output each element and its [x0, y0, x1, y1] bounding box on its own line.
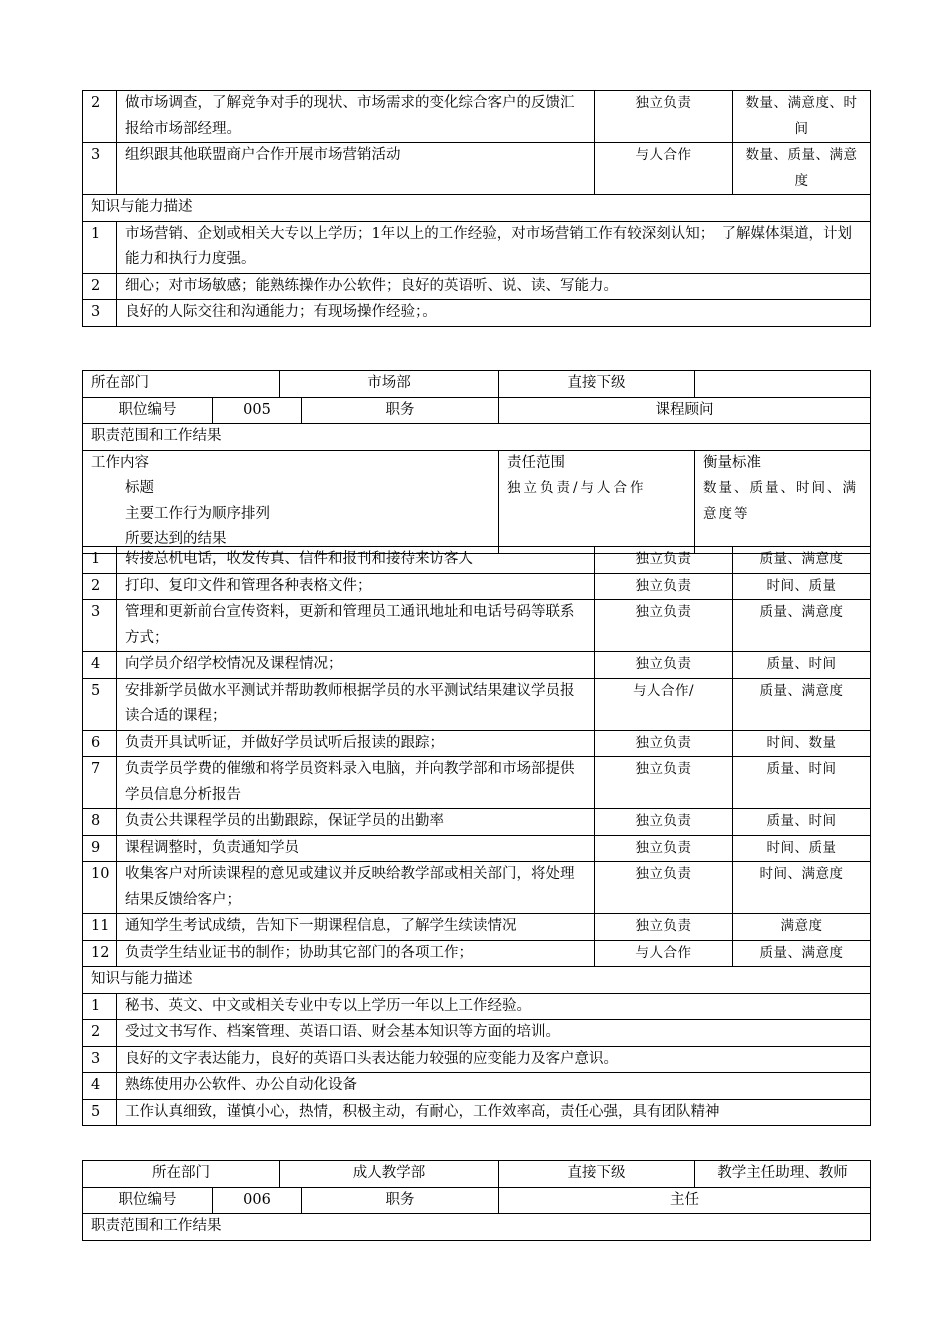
header-scope-title: 责任范围: [507, 454, 565, 471]
section-header: [83, 967, 871, 994]
knowledge-title: 知识与能力描述: [83, 967, 871, 994]
responsibility-scope: 独立负责: [595, 91, 733, 143]
row-number: 6: [83, 730, 117, 757]
row-number: 1: [83, 993, 117, 1020]
row-number: 2: [83, 1020, 117, 1047]
table-row: [83, 573, 871, 600]
row-number: 9: [83, 835, 117, 862]
table-row: [83, 730, 871, 757]
row-number: 2: [83, 573, 117, 600]
knowledge-text: 良好的人际交往和沟通能力；有现场操作经验；。: [117, 300, 871, 327]
list-item: [83, 273, 871, 300]
work-content: 收集客户对所读课程的意见或建议并反映给教学部或相关部门，将处理结果反馈给客户；: [117, 862, 595, 914]
work-content: 负责学生结业证书的制作；协助其它部门的各项工作；: [117, 940, 595, 967]
table-row: [83, 652, 871, 679]
table-row: [83, 809, 871, 836]
measure-standard: 质量、时间: [733, 809, 871, 836]
responsibility-scope: 与人合作: [595, 940, 733, 967]
responsibility-scope: 独立负责: [595, 652, 733, 679]
column-header-row: [83, 450, 871, 553]
work-content: 转接总机电话，收发传真、信件和报刊和接待来访客人: [117, 547, 595, 574]
row-number: 1: [83, 221, 117, 273]
responsibility-scope: 独立负责: [595, 757, 733, 809]
responsibility-scope: 独立负责: [595, 862, 733, 914]
title-label: 职务: [302, 1187, 499, 1214]
section-header: [83, 195, 871, 222]
subordinate-label: 直接下级: [499, 371, 695, 398]
row-number: 4: [83, 652, 117, 679]
list-item: [83, 1099, 871, 1126]
code-row: [83, 1187, 871, 1214]
measure-standard: 数量、满意度、时间: [733, 91, 871, 143]
work-content: 向学员介绍学校情况及课程情况；: [117, 652, 595, 679]
table-market-staff-continued: [82, 90, 871, 327]
responsibility-scope: 与人合作: [595, 143, 733, 195]
header-standard: [695, 450, 871, 553]
list-item: [83, 993, 871, 1020]
table-row: [83, 547, 871, 574]
measure-standard: 质量、满意度: [733, 678, 871, 730]
table-row: [83, 835, 871, 862]
knowledge-text: 熟练使用办公软件、办公自动化设备: [117, 1073, 871, 1100]
section-header: [83, 424, 871, 451]
code-value: 005: [213, 397, 302, 424]
knowledge-text: 良好的文字表达能力，良好的英语口头表达能力较强的应变能力及客户意识。: [117, 1046, 871, 1073]
section-header: [83, 1214, 871, 1241]
header-work: 工作内容: [91, 454, 149, 471]
duty-title: 职责范围和工作结果: [83, 424, 871, 451]
knowledge-text: 市场营销、企划或相关大专以上学历；1年以上的工作经验，对市场营销工作有较深刻认知； 了解媒体渠道，计划能力和执行力度强。: [117, 221, 871, 273]
table-row: [83, 757, 871, 809]
work-content: 负责学员学费的催缴和将学员资料录入电脑，并向教学部和市场部提供学员信息分析报告: [117, 757, 595, 809]
work-content: 做市场调查，了解竞争对手的现状、市场需求的变化综合客户的反馈汇报给市场部经理。: [117, 91, 595, 143]
row-number: 10: [83, 862, 117, 914]
row-number: 2: [83, 273, 117, 300]
subordinate-value: [695, 371, 871, 398]
header-standard-desc: 数量、质量、时间、满意度等: [703, 480, 858, 522]
code-label: 职位编号: [83, 397, 213, 424]
work-content: 打印、复印文件和管理各种表格文件；: [117, 573, 595, 600]
responsibility-scope: 与人合作/: [595, 678, 733, 730]
dept-label: 所在部门: [83, 1161, 280, 1188]
code-row: [83, 397, 871, 424]
row-number: 5: [83, 678, 117, 730]
work-content: 管理和更新前台宣传资料，更新和管理员工通讯地址和电话号码等联系方式；: [117, 600, 595, 652]
responsibility-scope: 独立负责: [595, 730, 733, 757]
subordinate-label: 直接下级: [499, 1161, 695, 1188]
work-content: 通知学生考试成绩，告知下一期课程信息，了解学生续读情况: [117, 914, 595, 941]
dept-row: [83, 1161, 871, 1188]
work-content: 负责开具试听证，并做好学员试听后报读的跟踪；: [117, 730, 595, 757]
measure-standard: 时间、数量: [733, 730, 871, 757]
list-item: [83, 1073, 871, 1100]
row-number: 3: [83, 300, 117, 327]
table-row: [83, 678, 871, 730]
row-number: 3: [83, 1046, 117, 1073]
table-row: [83, 600, 871, 652]
measure-standard: 时间、满意度: [733, 862, 871, 914]
table-course-consultant: [82, 370, 871, 554]
subordinate-value: 教学主任助理、教师: [695, 1161, 871, 1188]
responsibility-scope: 独立负责: [595, 573, 733, 600]
row-number: 1: [83, 547, 117, 574]
responsibility-scope: 独立负责: [595, 835, 733, 862]
table-row: [83, 940, 871, 967]
row-number: 2: [83, 91, 117, 143]
duty-title: 职责范围和工作结果: [83, 1214, 871, 1241]
knowledge-text: 细心；对市场敏感；能熟练操作办公软件；良好的英语听、说、读、写能力。: [117, 273, 871, 300]
responsibility-scope: 独立负责: [595, 547, 733, 574]
row-number: 5: [83, 1099, 117, 1126]
row-number: 8: [83, 809, 117, 836]
header-work-content: [83, 450, 499, 553]
table-adult-teaching-director: [82, 1160, 871, 1241]
list-item: [83, 221, 871, 273]
dept-label: 所在部门: [83, 371, 280, 398]
dept-value: 成人教学部: [280, 1161, 499, 1188]
header-scope: [499, 450, 695, 553]
table-course-consultant-duties: [82, 546, 871, 1126]
row-number: 3: [83, 143, 117, 195]
dept-row: [83, 371, 871, 398]
knowledge-text: 秘书、英文、中文或相关专业中专以上学历一年以上工作经验。: [117, 993, 871, 1020]
measure-standard: 质量、时间: [733, 652, 871, 679]
list-item: [83, 1020, 871, 1047]
table-row: [83, 143, 871, 195]
knowledge-title: 知识与能力描述: [83, 195, 871, 222]
responsibility-scope: 独立负责: [595, 914, 733, 941]
title-value: 课程顾问: [499, 397, 871, 424]
measure-standard: 质量、时间: [733, 757, 871, 809]
measure-standard: 质量、满意度: [733, 600, 871, 652]
code-value: 006: [213, 1187, 302, 1214]
table-row: [83, 914, 871, 941]
code-label: 职位编号: [83, 1187, 213, 1214]
header-sub-title: 标题: [125, 480, 154, 496]
measure-standard: 满意度: [733, 914, 871, 941]
row-number: 12: [83, 940, 117, 967]
dept-value: 市场部: [280, 371, 499, 398]
list-item: [83, 300, 871, 327]
header-scope-desc: 独立负责/与人合作: [507, 480, 647, 496]
measure-standard: 时间、质量: [733, 835, 871, 862]
knowledge-text: 工作认真细致，谨慎小心，热情，积极主动，有耐心，工作效率高，责任心强，具有团队精神: [117, 1099, 871, 1126]
row-number: 4: [83, 1073, 117, 1100]
measure-standard: 质量、满意度: [733, 547, 871, 574]
title-value: 主任: [499, 1187, 871, 1214]
table-row: [83, 862, 871, 914]
responsibility-scope: 独立负责: [595, 809, 733, 836]
measure-standard: 质量、满意度: [733, 940, 871, 967]
knowledge-text: 受过文书写作、档案管理、英语口语、财会基本知识等方面的培训。: [117, 1020, 871, 1047]
row-number: 3: [83, 600, 117, 652]
measure-standard: 时间、质量: [733, 573, 871, 600]
work-content: 课程调整时，负责通知学员: [117, 835, 595, 862]
list-item: [83, 1046, 871, 1073]
header-sub-order: 主要工作行为顺序排列: [125, 505, 270, 522]
work-content: 负责公共课程学员的出勤跟踪，保证学员的出勤率: [117, 809, 595, 836]
row-number: 11: [83, 914, 117, 941]
responsibility-scope: 独立负责: [595, 600, 733, 652]
title-label: 职务: [302, 397, 499, 424]
row-number: 7: [83, 757, 117, 809]
table-row: [83, 91, 871, 143]
measure-standard: 数量、质量、满意度: [733, 143, 871, 195]
work-content: 组织跟其他联盟商户合作开展市场营销活动: [117, 143, 595, 195]
header-standard-title: 衡量标准: [703, 454, 761, 471]
header-sub-result: 所要达到的结果: [125, 531, 227, 547]
work-content: 安排新学员做水平测试并帮助教师根据学员的水平测试结果建议学员报读合适的课程；: [117, 678, 595, 730]
